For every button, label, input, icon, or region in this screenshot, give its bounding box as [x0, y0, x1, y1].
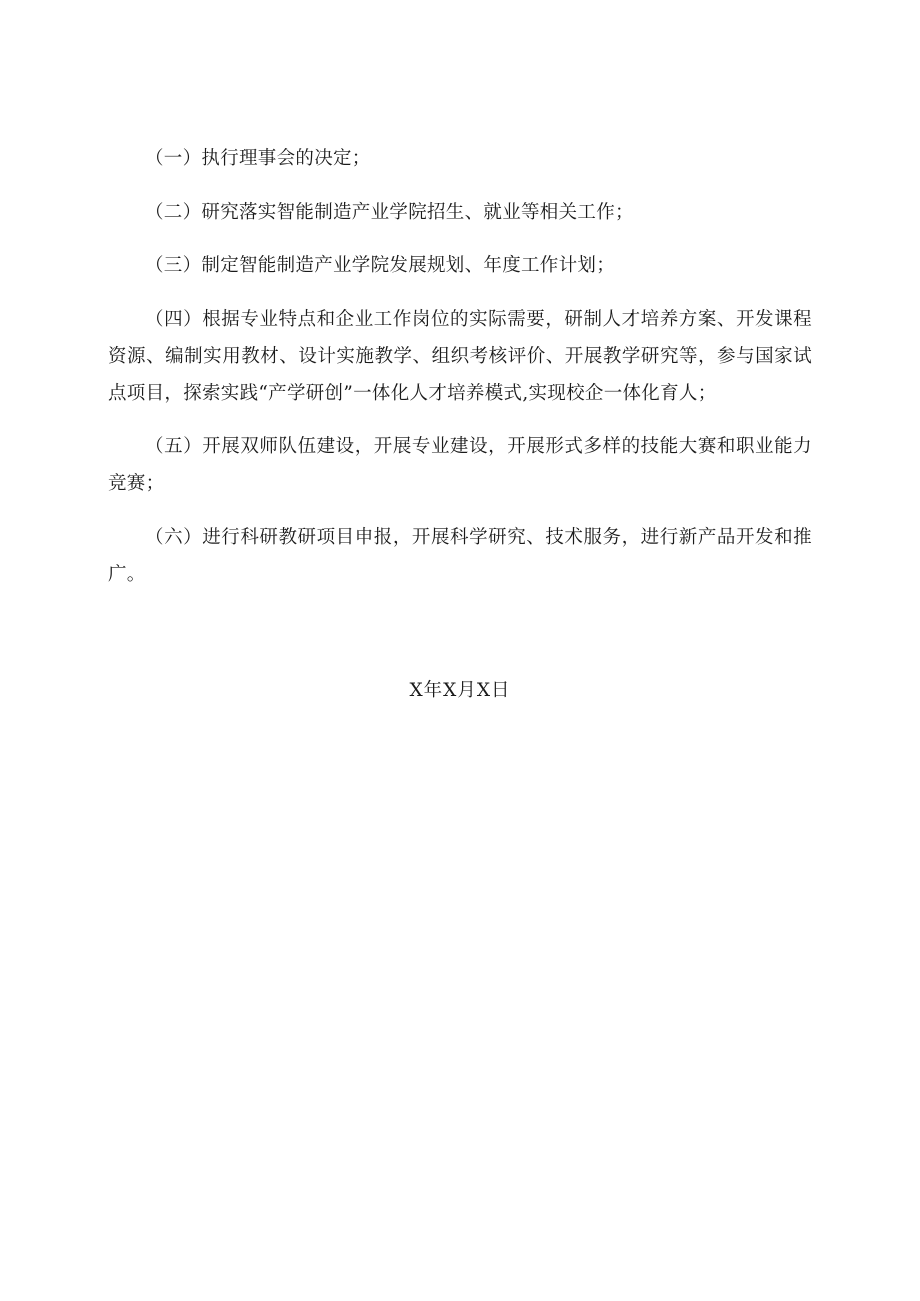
document-body — [108, 140, 812, 593]
paragraph-item-1: （一）执行理事会的决定； — [145, 148, 371, 169]
paragraph-item-5: （五）开展双师队伍建设，开展专业建设，开展形式多样的技能大赛和职业能力竞赛； — [108, 436, 812, 494]
paragraph-item-6: （六）进行科研教研项目申报，开展科学研究、技术服务，进行新产品开发和推广。 — [108, 526, 812, 585]
paragraph-item-3: （三）制定智能制造产业学院发展规划、年度工作计划； — [145, 255, 616, 276]
paragraph-item-2: （二）研究落实智能制造产业学院招生、就业等相关工作； — [145, 201, 634, 223]
paragraph-item-4: （四）根据专业特点和企业工作岗位的实际需要，研制人才培养方案、开发课程资源、编制实用教材、设计实施教学、组织考核评价、开展教学研究等，参与国家试点项目，探索实践“产学研创”一体化人才培养模式,实现校企一体化育人； — [108, 308, 812, 404]
document-date: X年X月X日 — [409, 680, 511, 701]
